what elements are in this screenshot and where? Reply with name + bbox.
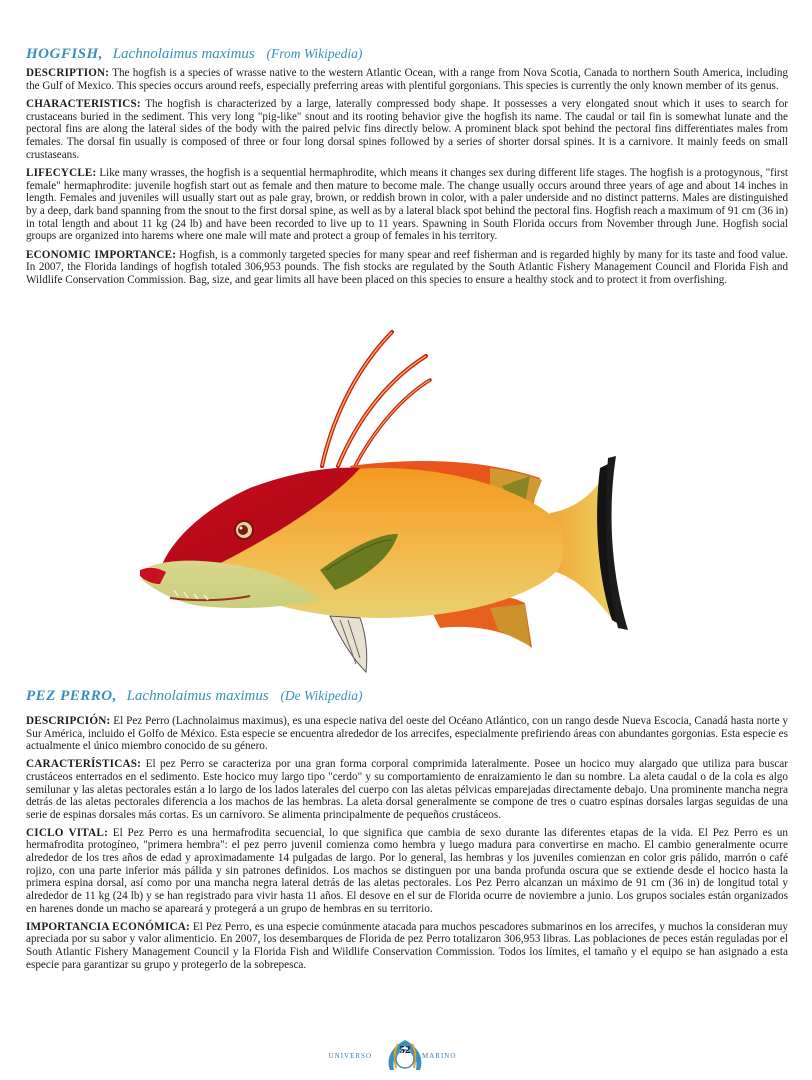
paragraph-text: The hogfish is characterized by a large, laterally compressed body shape. It possesses a very elongated snout which it uses to search for crustaceans buried in the sediment. This very long "pig-like" snout and its rooting behavior give the hogfish its name. The caudal or tail fin is somewhat lunate and the pectoral fins are along the lateral sides of the body with the paired pelvic fins directly below. A prominent black spot behind the pectoral fins differentiates males from females. The dorsal fin usually is composed of three or four long dorsal spines followed by a series of shorter dorsal spines. It is a carnivore. It mainly feeds on small crustaseans. <box>26 98 788 161</box>
spanish-title <box>26 688 788 705</box>
title-common-name: PEZ PERRO, <box>26 688 117 704</box>
page-footer <box>0 1038 812 1072</box>
paragraph-label: CARACTERÍSTICAS: <box>26 758 142 771</box>
characteristics-paragraph <box>26 98 788 161</box>
paragraph-label: DESCRIPCIÓN: <box>26 715 111 727</box>
paragraph-text: El pez Perro se caracteriza por una gran forma corporal comprimida lateralmente. Posee un hocico muy alargado que utiliza para buscar crustáceos enterrados en el sedimento. Este hocico muy largo tipo "cerdo" y su comportamiento de enraizamiento le dan su nombre. La aleta caudal o de la cola es algo semilunar y las aletas pectorales están a lo largo de los lados laterales del cuerpo con las aletas pélvicas emparejadas directamente debajo. Una prominente mancha negra detrás de las aletas pectorales diferencia a los machos de las hembras. La aleta dorsal generalmente se compone de tres o cuatro espinas dorsales largas seguidas de una serie de espinas dorsales más cortas. Es un carnívoro. Se alimenta principalmente de pequeños crustáceos. <box>26 758 788 821</box>
title-common-name: HOGFISH, <box>26 46 103 62</box>
importancia-economica-paragraph <box>26 921 788 972</box>
spanish-section <box>26 688 788 976</box>
footer-left-text: UNIVERSO <box>328 1052 372 1060</box>
title-scientific-name: Lachnolaimus maximus <box>126 688 269 704</box>
paragraph-text: El Pez Perro, es una especie comúnmente atacada para muchos pescadores submarinos en los arrecifes, y muchos la consideran muy apreciada por su sabor y valor alimenticio. En 2007, los desembarques de Florida de pez Perro totalizaron 306,953 libras. Las poblaciones de peces están reguladas por el South Atlantic Fishery Management Council y la Florida Fish and Wildlife Conservation Commission. Todos los límites, el tamaño y el equipo se han asignado a esta especie para garantizar su grupo y protegerlo de la sobrepesca. <box>26 920 788 971</box>
title-source: (De Wikipedia) <box>280 688 363 703</box>
english-section <box>26 46 788 293</box>
paragraph-label: IMPORTANCIA ECONÓMICA: <box>26 920 190 933</box>
paragraph-text: El Pez Perro (Lachnolaimus maximus), es una especie nativa del oeste del Océano Atlántico, con un rango desde Nueva Escocia, Canadá hasta norte y Sur América, incluido el Golfo de México. Esta especie se encuentra alrededor de los arrecifes, especialmente prefiriendo áreas con abundantes gorgonias. Esta especie es actualmente el único miembro conocido de su género. <box>26 715 788 753</box>
lifecycle-paragraph <box>26 167 788 243</box>
paragraph-label: DESCRIPTION: <box>26 67 110 79</box>
paragraph-text: El Pez Perro es una hermafrodita secuencial, lo que significa que cambia de sexo durante las diferentes etapas de la vida. El Pez Perro es un hermafrodita protogíneo, "primera hembra": el pez perro juvenil comienza como hembra y luego madura para convertirse en macho. El cambio generalmente ocurre alrededor de los tres años de edad y aproximadamente 14 pulgadas de largo. Por lo general, las hembras y los juveniles comienzan en color gris pálido, marrón o café rojizo, con una parte inferior más pálida y sin patrones definidos. Los machos se distinguen por una banda profunda oscura que se extiende desde el hocico hasta la primera espina dorsal, así como por una mancha negra lateral detrás de las aletas pectorales. Los Pez Perro alcanzan un máximo de 91 cm (36 in) de longitud total y alrededor de 11 kg (24 lb) y se han registrado para vivir hasta 11 años. El desove en el sur de Florida ocurre de noviembre a junio. Los grupos sociales están organizados en harenes donde un macho se apareará y protegerá a un grupo de hembras en su territorio. <box>26 826 788 915</box>
paragraph-label: CHARACTERISTICS: <box>26 98 141 111</box>
footer-right-text: MARINO <box>422 1052 457 1060</box>
paragraph-label: CICLO VITAL: <box>26 826 108 839</box>
paragraph-text: The hogfish is a species of wrasse native to the western Atlantic Ocean, with a range from Nova Scotia, Canada to northern South America, including the Gulf of Mexico. This species occurs around reefs, especially preferring areas with plentiful gorgonians. This species is currently the only known member of its genus. <box>26 67 788 92</box>
caracteristicas-paragraph <box>26 758 788 822</box>
title-scientific-name: Lachnolaimus maximus <box>112 46 255 62</box>
paragraph-text: Like many wrasses, the hogfish is a sequential hermaphrodite, which means it changes sex during different life stages. The hogfish is a protogynous, "first female" hermaphrodite: juvenile hogfish start out as female and then mature to become male. The change usually occurs around three years of age and about 14 inches in length. Females and juveniles will usually start out as pale gray, brown, or reddish brown in color, with a paler underside and no distinct patterns. Males are distinguished by a deep, dark band spanning from the snout to the first dorsal spine, as well as by a lateral black spot behind the pectoral fins. Hogfish reach a maximum of 91 cm (36 in) in total length and about 11 kg (24 lb) and have been recorded to live up to 11 years. Spawning in South Florida occurs from November through June. Hogfish social groups are organized into harems where one male will mate and protect a group of females in his territory. <box>26 167 788 243</box>
hogfish-illustration <box>130 308 660 678</box>
description-paragraph <box>26 67 788 92</box>
english-title <box>26 46 788 63</box>
paragraph-label: ECONOMIC IMPORTANCE: <box>26 248 177 261</box>
descripcion-paragraph <box>26 715 788 753</box>
paragraph-text: Hogfish, is a commonly targeted species for many spear and reef fisherman and is regarded highly by many for its taste and food value. In 2007, the Florida landings of hogfish totaled 306,953 pounds. The fish stocks are regulated by the South Atlantic Fishery Management Council and Florida Fish and Wildlife Conservation Commission. Bag, size, and gear limits all have been placed on this species to ensure a healthy stock and to protect it from overfishing. <box>26 248 788 286</box>
hogfish-image <box>130 308 660 678</box>
paragraph-label: LIFECYCLE: <box>26 167 97 180</box>
ciclo-vital-paragraph <box>26 827 788 916</box>
page-number: 52 <box>399 1044 411 1056</box>
title-source: (From Wikipedia) <box>266 46 363 61</box>
economic-importance-paragraph <box>26 249 788 287</box>
